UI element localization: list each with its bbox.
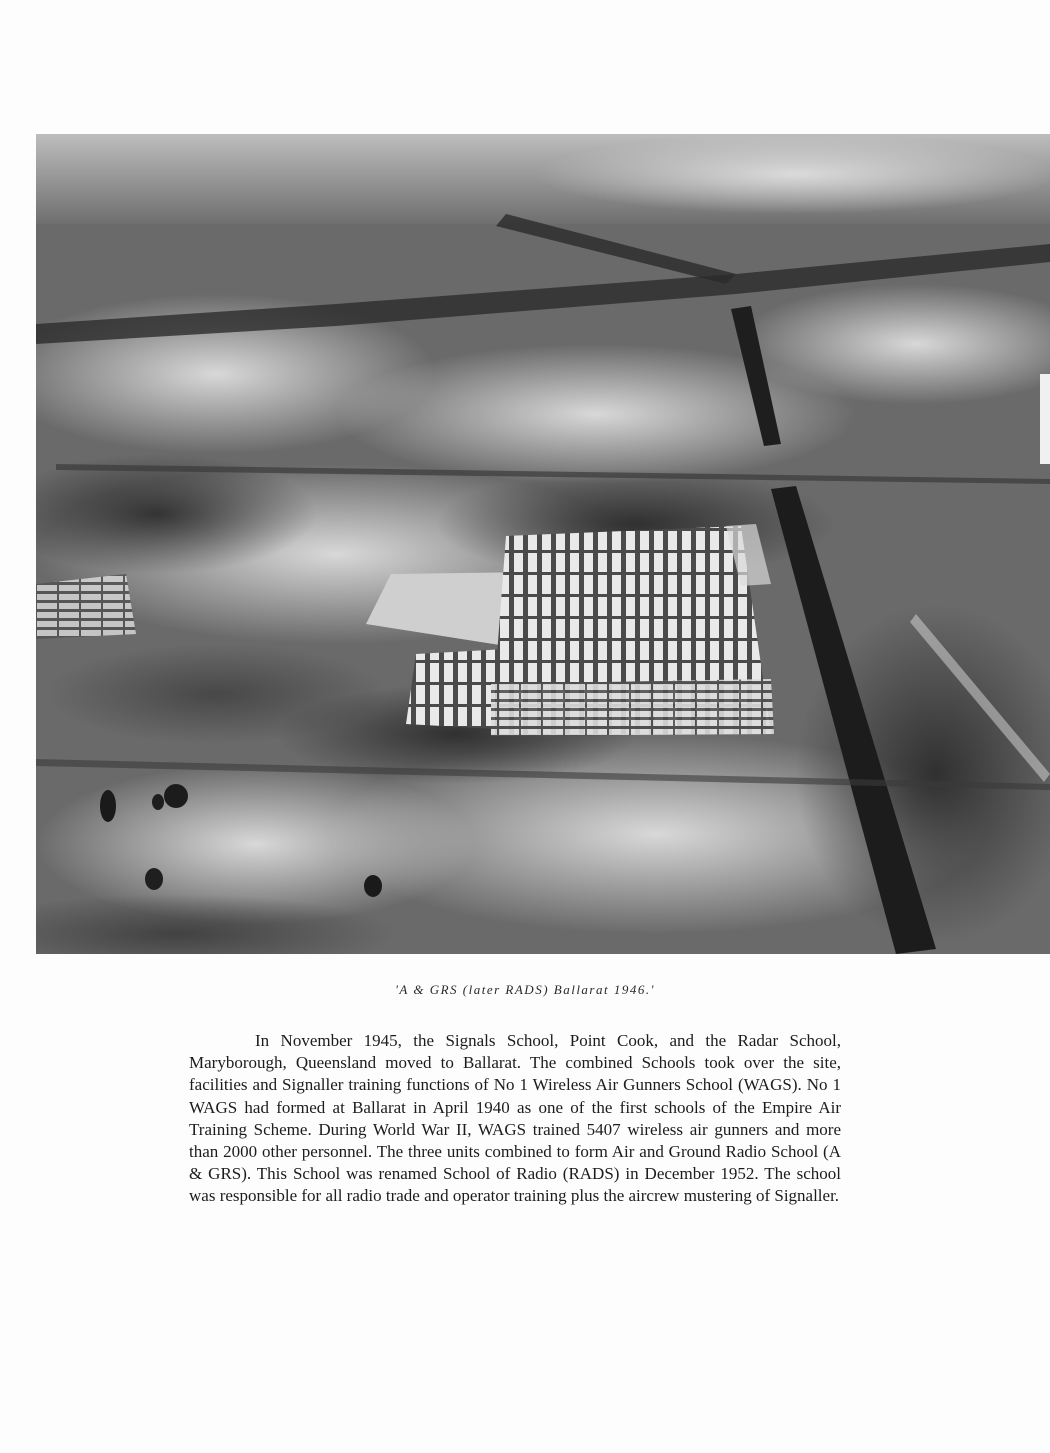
aerial-photograph: [36, 134, 1050, 954]
body-paragraph: In November 1945, the Signals School, Point Cook, and the Radar School, Maryborough, Queensland moved to Ballarat. The combined Schools took over the site, facilities and Signaller training functions of No 1 Wireless Air Gunners School (WAGS). No 1 WAGS had formed at Ballarat in April 1940 as one of the first schools of the Empire Air Training Scheme. During World War II, WAGS trained 5407 wireless air gunners and more than 2000 other personnel. The three units combined to form Air and Ground Radio School (A & GRS). This School was renamed School of Radio (RADS) in December 1952. The school was responsible for all radio trade and operator training plus the aircrew mustering of Signaller.: [189, 1031, 841, 1206]
aerial-photo-icon: [36, 134, 1050, 954]
photo-caption: 'A & GRS (later RADS) Ballarat 1946.': [395, 982, 655, 997]
